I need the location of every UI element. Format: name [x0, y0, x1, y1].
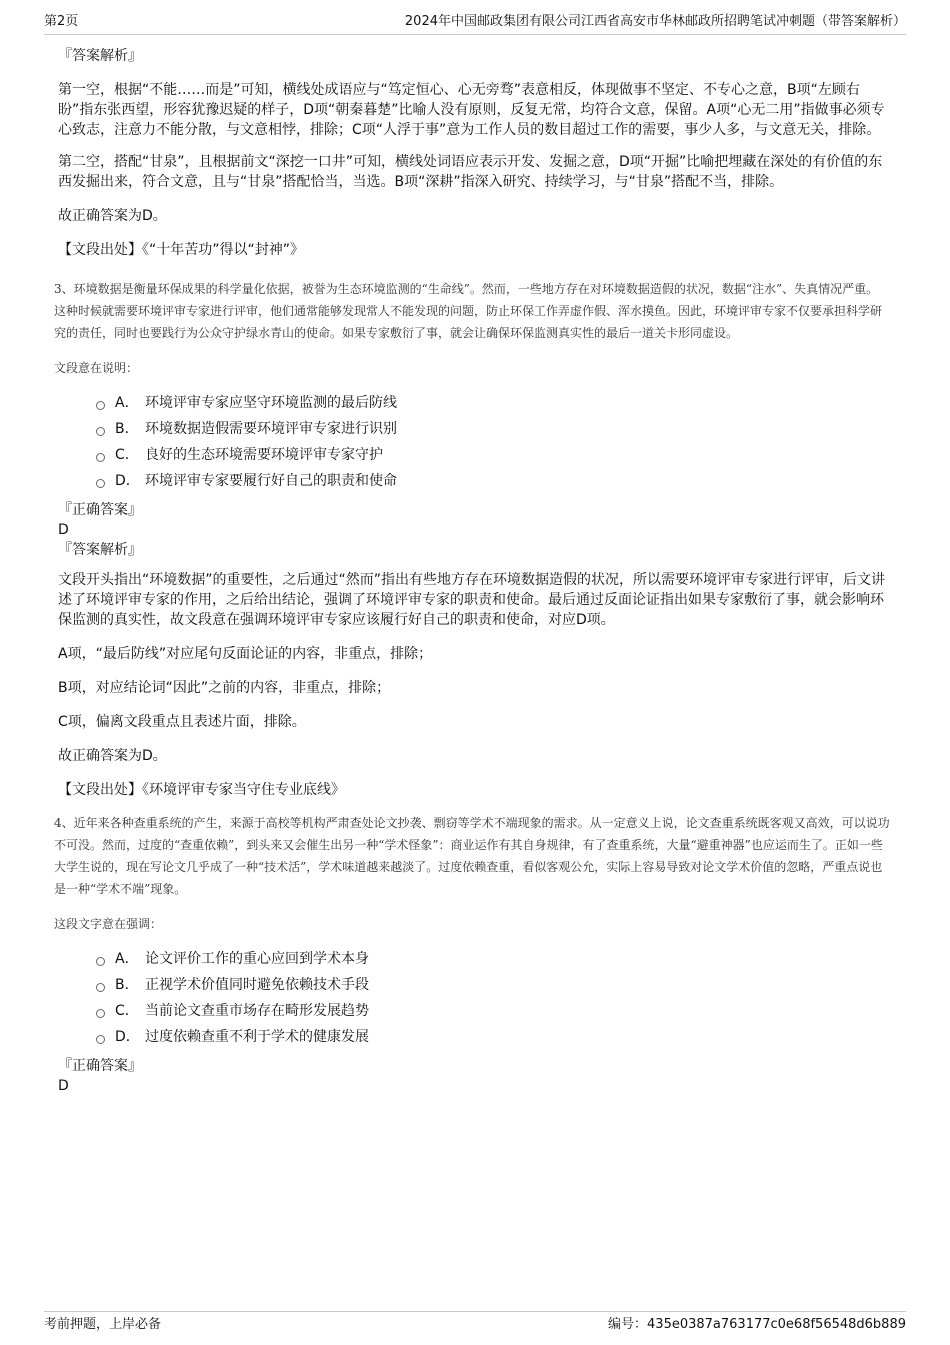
option-c[interactable]: C． 当前论文查重市场存在畸形发展趋势	[96, 998, 890, 1024]
radio-button[interactable]	[96, 453, 105, 462]
options-list	[96, 390, 890, 494]
analysis-label: 『答案解析』	[58, 542, 142, 558]
option-text: 正视学术价值同时避免依赖技术手段	[145, 977, 369, 993]
option-b[interactable]: B． 环境数据造假需要环境评审专家进行识别	[96, 416, 890, 442]
question-stem: 4、近年来各种查重系统的产生，来源于高校等机构严肃查处论文抄袭、剽窃等学术不端现象的需求。从一定意义上说，论文查重系统既客观又高效，可以说功不可没。然而，过度的“查重依赖”，到头来又会催生出另一种“学术怪象”：商业运作有其自身规律，有了查重系统，大量“避重神器”也应运而生了。正如一些大学生说的，现在写论文几乎成了一种“技术活”，学术味道越来越淡了。过度依赖查重，看似客观公允，实际上容易导致对论文学术价值的忽略，严重点说也是一种“学术不端”现象。	[54, 816, 890, 896]
option-a[interactable]: A． 环境评审专家应坚守环境监测的最后防线	[96, 390, 890, 416]
correct-answer-label: 『正确答案』	[58, 502, 142, 518]
source-citation: 【文段出处】《环境评审专家当守住专业底线》	[58, 782, 345, 798]
analysis-note-b: B项，对应结论词“因此”之前的内容，非重点，排除；	[58, 680, 391, 696]
page-number: 第2页	[44, 14, 79, 29]
correct-answer: D	[58, 1078, 69, 1094]
option-text: 环境评审专家要履行好自己的职责和使命	[145, 473, 397, 489]
correct-answer: D	[58, 522, 69, 538]
document-title: 2024年中国邮政集团有限公司江西省高安市华林邮政所招聘笔试冲刺题（带答案解析）	[404, 14, 906, 29]
radio-button[interactable]	[96, 957, 105, 966]
option-c[interactable]: C． 良好的生态环境需要环境评审专家守护	[96, 442, 890, 468]
analysis-paragraph: 第二空，搭配“甘泉”，且根据前文“深挖一口井”可知，横线处词语应表示开发、发掘之意，D项“开掘”比喻把埋藏在深处的有价值的东西发掘出来，符合文意，且与“甘泉”搭配恰当，当选。B项“深耕”指深入研究、持续学习，与“甘泉”搭配不当，排除。	[58, 154, 883, 190]
conclusion-text: 故正确答案为D。	[58, 748, 167, 764]
option-text: 过度依赖查重不利于学术的健康发展	[145, 1029, 369, 1045]
option-text: 当前论文查重市场存在畸形发展趋势	[145, 1003, 369, 1019]
source-citation: 【文段出处】《“十年苦功”得以“封神”》	[58, 242, 305, 258]
page-header	[44, 12, 906, 35]
document-id: 编号：435e0387a763177c0e68f56548d6b889	[608, 1317, 906, 1332]
option-text: 良好的生态环境需要环境评审专家守护	[145, 447, 383, 463]
question-prompt: 这段文字意在强调：	[54, 917, 163, 931]
radio-button[interactable]	[96, 1035, 105, 1044]
analysis-label: 『答案解析』	[58, 48, 142, 64]
option-a[interactable]: A． 论文评价工作的重心应回到学术本身	[96, 946, 890, 972]
option-d[interactable]: D． 过度依赖查重不利于学术的健康发展	[96, 1024, 890, 1050]
radio-button[interactable]	[96, 427, 105, 436]
analysis-note-c: C项，偏离文段重点且表述片面，排除。	[58, 714, 306, 730]
radio-button[interactable]	[96, 479, 105, 488]
option-text: 环境评审专家应坚守环境监测的最后防线	[145, 395, 397, 411]
analysis-paragraph: 文段开头指出“环境数据”的重要性，之后通过“然而”指出有些地方存在环境数据造假的状况，所以需要环境评审专家进行评审，后文讲述了环境评审专家的作用，之后给出结论，强调了环境评审专家的职责和使命。最后通过反面论证指出如果专家敷衍了事，就会影响环保监测的真实性，故文段意在强调环境评审专家应该履行好自己的职责和使命，对应D项。	[58, 572, 886, 628]
option-text: 论文评价工作的重心应回到学术本身	[145, 951, 369, 967]
radio-button[interactable]	[96, 1009, 105, 1018]
radio-button[interactable]	[96, 401, 105, 410]
options-list	[96, 946, 890, 1050]
option-text: 环境数据造假需要环境评审专家进行识别	[145, 421, 397, 437]
analysis-paragraph: 第一空，根据“不能……而是”可知，横线处成语应与“笃定恒心、心无旁骛”表意相反，体现做事不坚定、不专心之意，B项“左顾右盼”指东张西望，形容犹豫迟疑的样子，D项“朝秦暮楚”比喻人没有原则，反复无常，均符合文意，保留。A项“心无二用”指做事必须专心致志，注意力不能分散，与文意相悖，排除；C项“人浮于事”意为工作人员的数目超过工作的需要，事少人多，与文意无关，排除。	[58, 82, 885, 138]
correct-answer-label: 『正确答案』	[58, 1058, 142, 1074]
conclusion-text: 故正确答案为D。	[58, 208, 167, 224]
question-prompt: 文段意在说明：	[54, 361, 139, 375]
radio-button[interactable]	[96, 983, 105, 992]
question-stem: 3、环境数据是衡量环保成果的科学量化依据，被誉为生态环境监测的“生命线”。然而，一些地方存在对环境数据造假的状况，数据“注水”、失真情况严重。这种时候就需要环境评审专家进行评审，他们通常能够发现常人不能发现的问题，防止环保工作弄虚作假、浑水摸鱼。因此，环境评审专家不仅要承担科学研究的责任，同时也要践行为公众守护绿水青山的使命。如果专家敷衍了事，就会让确保环保监测真实性的最后一道关卡形同虚设。	[54, 282, 883, 340]
page-content	[54, 46, 890, 1096]
page-footer	[44, 1311, 906, 1337]
footer-slogan: 考前押题，上岸必备	[44, 1317, 162, 1332]
option-b[interactable]: B． 正视学术价值同时避免依赖技术手段	[96, 972, 890, 998]
analysis-note-a: A项，“最后防线”对应尾句反面论证的内容，非重点，排除；	[58, 646, 433, 662]
option-d[interactable]: D． 环境评审专家要履行好自己的职责和使命	[96, 468, 890, 494]
